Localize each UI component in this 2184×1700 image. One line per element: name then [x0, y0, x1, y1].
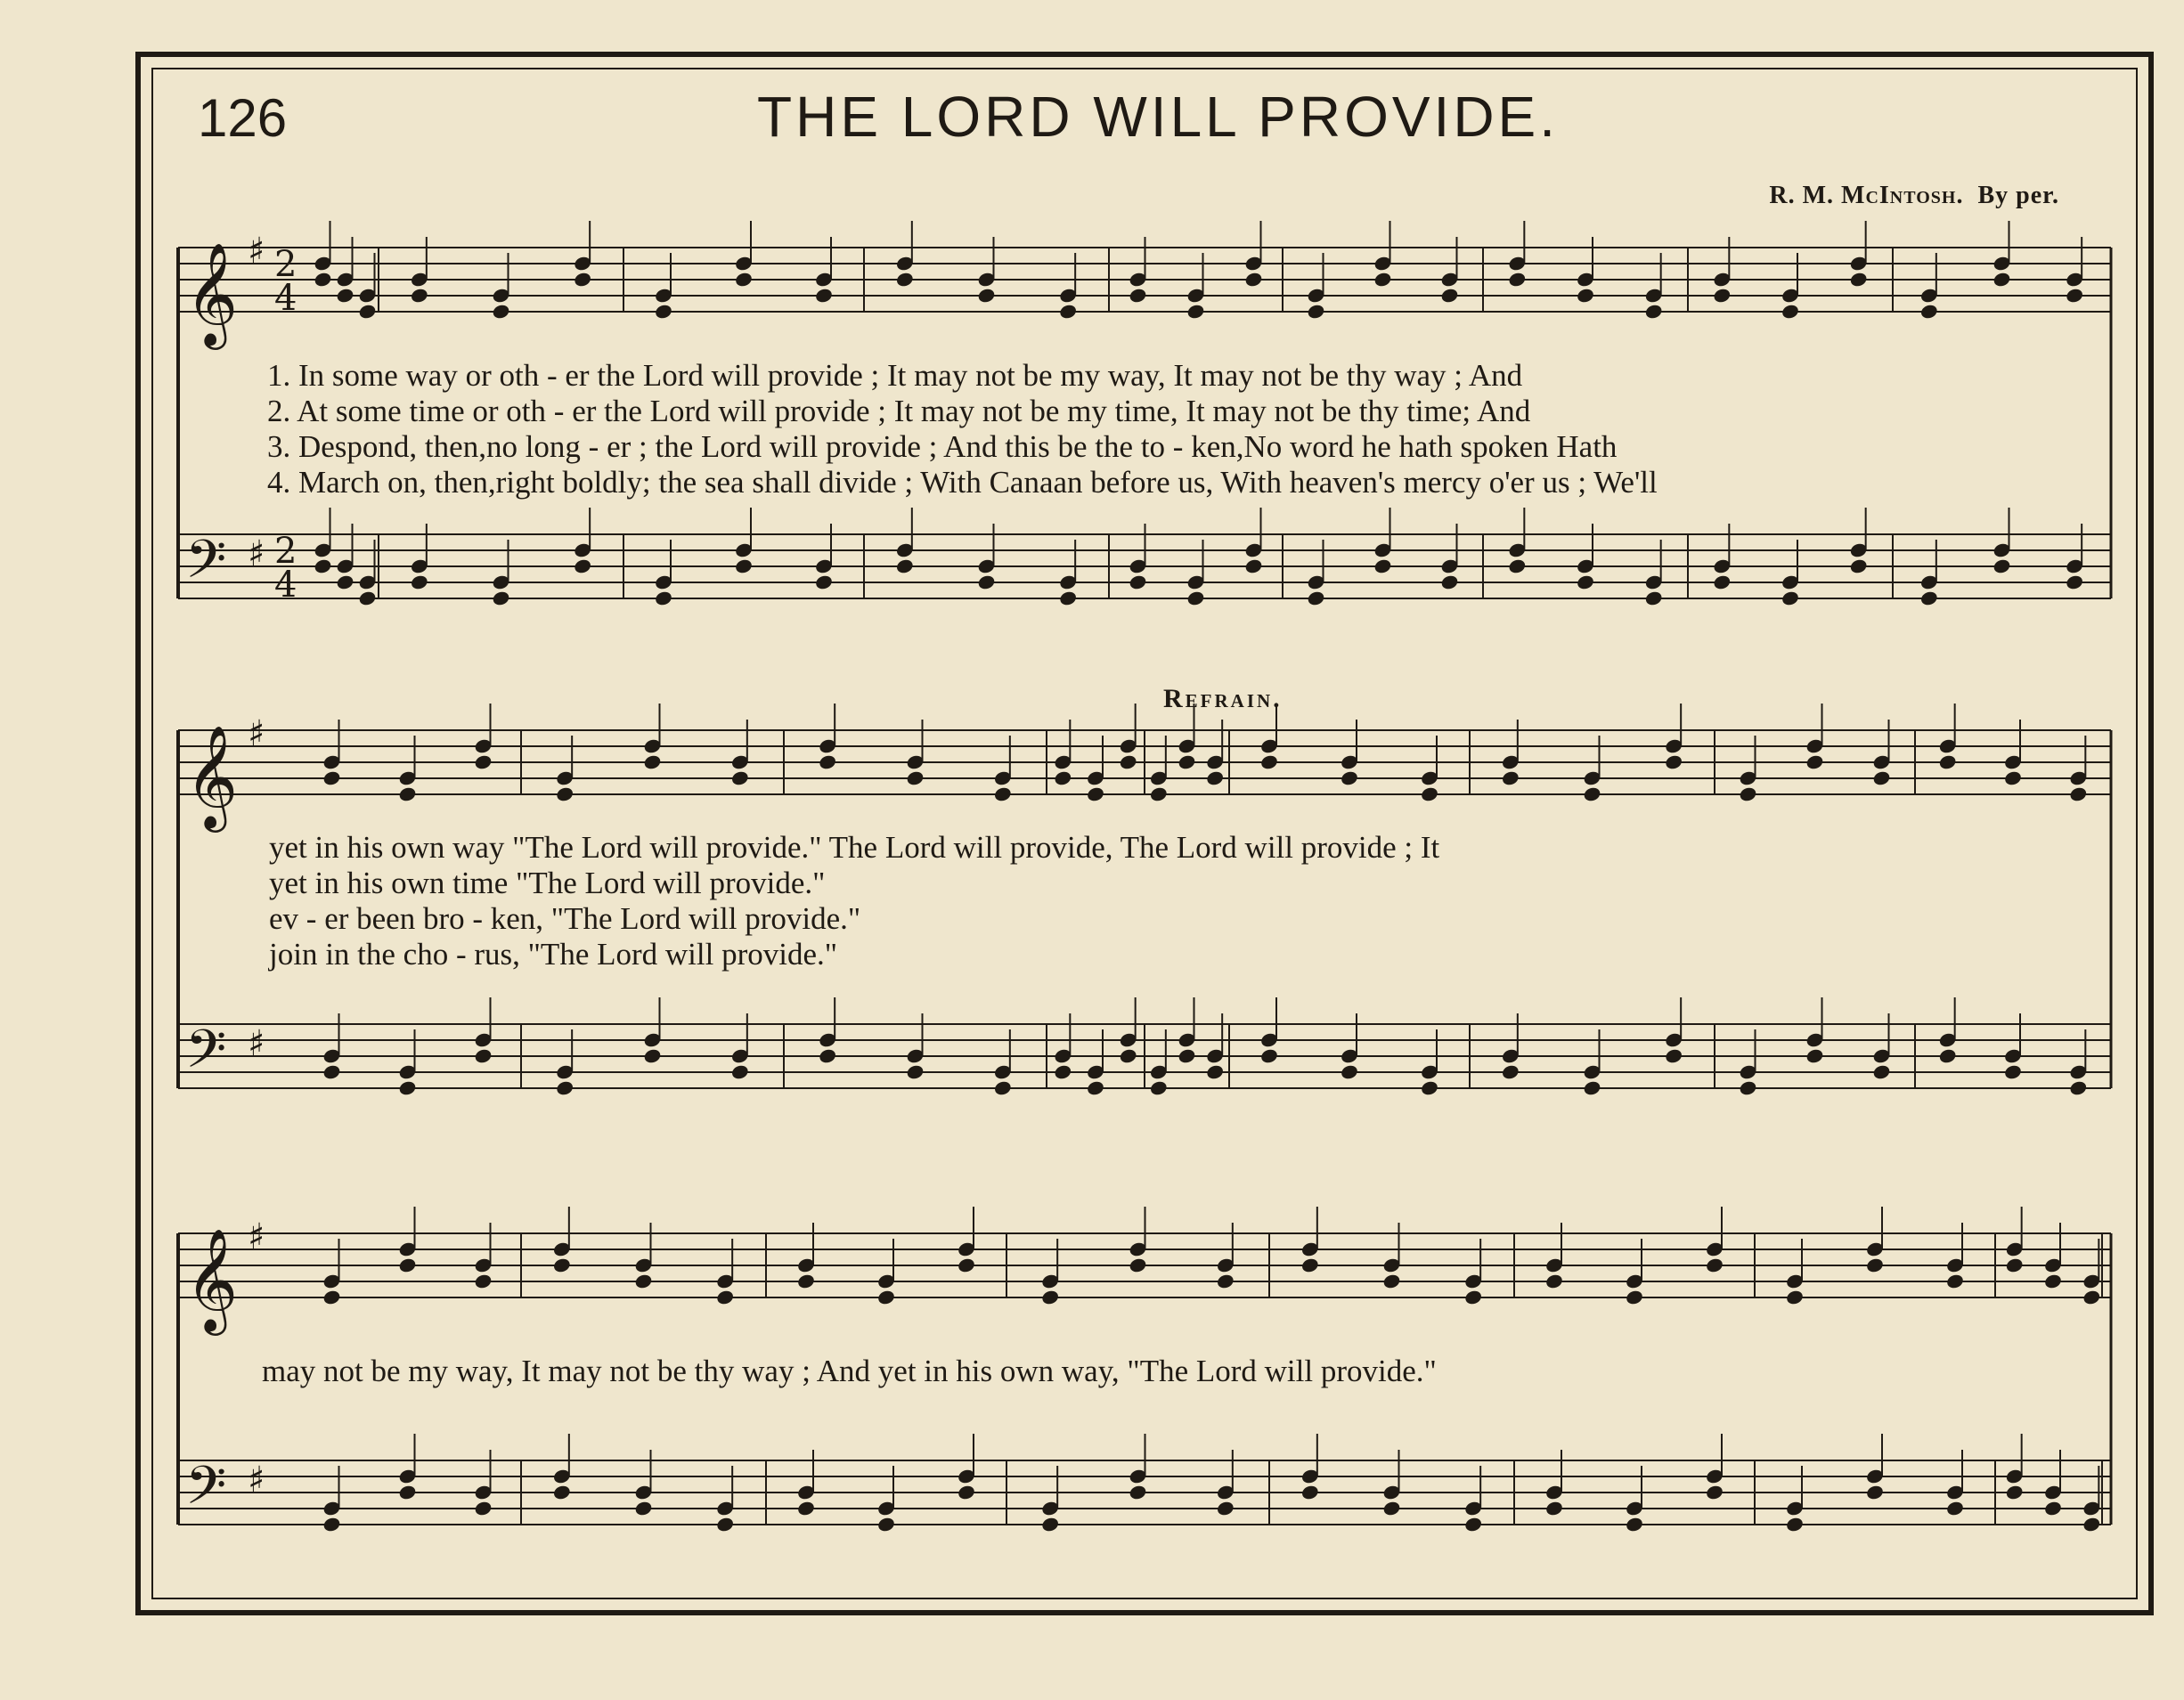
note-head: [2043, 1273, 2063, 1289]
lyric-s2-verse-2: yet in his own time "The Lord will provide.": [269, 866, 826, 900]
note-head: [993, 785, 1013, 802]
note-head: [474, 1047, 493, 1064]
note-head: [398, 1257, 418, 1273]
composer-name: R. M. McIntosh.: [1769, 182, 1964, 209]
bass-clef-icon: 𝄢: [185, 1454, 227, 1529]
note-head: [1205, 1063, 1225, 1080]
note-head: [734, 557, 754, 574]
note-head: [322, 1289, 342, 1306]
note-head: [1129, 287, 1148, 304]
sharp-icon: ♯: [248, 1023, 265, 1064]
note-head: [573, 557, 592, 574]
note-head: [552, 1257, 572, 1273]
note-head: [1053, 769, 1072, 786]
note-head: [474, 753, 493, 770]
sharp-icon: ♯: [248, 231, 265, 272]
note-head: [1440, 573, 1460, 590]
note-head: [1149, 1079, 1169, 1096]
note-head: [876, 1289, 896, 1306]
note-head: [1507, 271, 1527, 288]
treble-clef-icon: 𝄞: [185, 724, 239, 828]
note-head: [1178, 753, 1197, 770]
note-head: [977, 573, 997, 590]
note-head: [1865, 1484, 1885, 1501]
note-head: [1576, 573, 1595, 590]
note-head: [814, 287, 834, 304]
note-head: [492, 590, 511, 606]
note-head: [895, 557, 915, 574]
note-head: [2082, 1289, 2101, 1306]
note-head: [474, 1273, 493, 1289]
note-head: [1664, 1047, 1683, 1064]
note-head: [1129, 1257, 1148, 1273]
note-head: [1872, 769, 1892, 786]
note-head: [336, 573, 355, 590]
note-head: [2068, 1079, 2088, 1096]
note-head: [634, 1500, 654, 1517]
note-head: [1501, 769, 1520, 786]
note-head: [734, 271, 754, 288]
note-head: [1119, 753, 1138, 770]
note-head: [1382, 1500, 1402, 1517]
note-head: [1805, 753, 1825, 770]
note-head: [398, 1484, 418, 1501]
note-head: [552, 1484, 572, 1501]
note-head: [1040, 1516, 1060, 1533]
note-head: [1178, 1047, 1197, 1064]
lyric-s2-verse-4: join in the cho - rus, "The Lord will provide.": [269, 937, 838, 972]
lyric-verse-1: 1. In some way or oth - er the Lord will provide ; It may not be my way, It may not be thy way ; And: [267, 358, 1523, 393]
note-head: [2082, 1516, 2101, 1533]
note-head: [1501, 1063, 1520, 1080]
note-head: [730, 769, 750, 786]
note-head: [1544, 1273, 1564, 1289]
note-head: [2068, 785, 2088, 802]
note-head: [1244, 271, 1264, 288]
note-head: [555, 785, 575, 802]
sharp-icon: ♯: [248, 1460, 265, 1501]
note-head: [1583, 785, 1602, 802]
lyric-verse-3: 3. Despond, then,no long - er ; the Lord will provide ; And this be the to - ken,No word he hath spoken Hath: [267, 429, 1618, 464]
note-head: [643, 1047, 663, 1064]
note-head: [1129, 573, 1148, 590]
note-head: [410, 573, 429, 590]
note-head: [654, 303, 673, 320]
note-head: [1739, 1079, 1758, 1096]
note-head: [1938, 1047, 1958, 1064]
note-head: [1149, 785, 1169, 802]
note-head: [1992, 271, 2012, 288]
lyric-s2-verse-1: yet in his own way "The Lord will provide." The Lord will provide, The Lord will provide ; It: [269, 830, 1440, 865]
note-head: [715, 1516, 735, 1533]
hymn-title: THE LORD WILL PROVIDE.: [757, 85, 1559, 149]
note-head: [730, 1063, 750, 1080]
note-head: [957, 1484, 976, 1501]
note-head: [1040, 1289, 1060, 1306]
note-head: [1186, 590, 1206, 606]
note-head: [2065, 573, 2084, 590]
note-head: [2003, 1063, 2023, 1080]
note-head: [1058, 303, 1078, 320]
note-head: [314, 557, 333, 574]
note-head: [1919, 590, 1939, 606]
note-head: [1053, 1063, 1072, 1080]
note-head: [1259, 1047, 1279, 1064]
note-head: [1340, 1063, 1359, 1080]
note-head: [643, 753, 663, 770]
bass-clef-icon: 𝄢: [185, 528, 227, 603]
note-head: [573, 271, 592, 288]
note-head: [818, 1047, 837, 1064]
note-head: [2005, 1257, 2025, 1273]
time-sig-bottom: 4: [274, 565, 297, 606]
note-head: [336, 287, 355, 304]
note-head: [1086, 1079, 1105, 1096]
note-head: [1945, 1273, 1965, 1289]
note-head: [1785, 1289, 1805, 1306]
note-head: [1058, 590, 1078, 606]
note-head: [1300, 1257, 1320, 1273]
note-head: [1576, 287, 1595, 304]
note-head: [2005, 1484, 2025, 1501]
note-head: [398, 785, 418, 802]
note-head: [818, 753, 837, 770]
note-head: [2065, 287, 2084, 304]
note-head: [474, 1500, 493, 1517]
note-head: [1644, 303, 1664, 320]
note-head: [1805, 1047, 1825, 1064]
note-head: [1307, 303, 1326, 320]
note-head: [993, 1079, 1013, 1096]
note-head: [654, 590, 673, 606]
note-head: [1463, 1289, 1483, 1306]
note-head: [398, 1079, 418, 1096]
note-head: [410, 287, 429, 304]
permission-note: By per.: [1977, 182, 2059, 209]
note-head: [322, 1063, 342, 1080]
note-head: [1086, 785, 1105, 802]
lyric-s2-verse-3: ev - er been bro - ken, "The Lord will provide.": [269, 901, 861, 936]
note-head: [1705, 1257, 1724, 1273]
note-head: [977, 287, 997, 304]
note-head: [1373, 271, 1393, 288]
lyric-verse-2: 2. At some time or oth - er the Lord will provide ; It may not be my time, It may not be thy time; And: [267, 394, 1531, 428]
note-head: [314, 271, 333, 288]
note-head: [1216, 1273, 1235, 1289]
note-head: [1739, 785, 1758, 802]
note-head: [715, 1289, 735, 1306]
note-head: [1119, 1047, 1138, 1064]
note-head: [1373, 557, 1393, 574]
time-sig-bottom: 4: [274, 278, 297, 319]
note-head: [1340, 769, 1359, 786]
note-head: [1919, 303, 1939, 320]
note-head: [2003, 769, 2023, 786]
note-head: [1865, 1257, 1885, 1273]
note-head: [1463, 1516, 1483, 1533]
note-head: [322, 1516, 342, 1533]
note-head: [1307, 590, 1326, 606]
lyric-verse-4: 4. March on, then,right boldly; the sea shall divide ; With Canaan before us, With heaven's mercy o'er us ; We'll: [267, 465, 1658, 500]
note-head: [1781, 303, 1800, 320]
sharp-icon: ♯: [248, 533, 265, 574]
note-head: [796, 1500, 816, 1517]
page-number: 126: [198, 88, 288, 148]
note-head: [906, 1063, 925, 1080]
note-head: [1945, 1500, 1965, 1517]
note-head: [1785, 1516, 1805, 1533]
note-head: [1938, 753, 1958, 770]
note-head: [1300, 1484, 1320, 1501]
note-head: [1705, 1484, 1724, 1501]
note-head: [1244, 557, 1264, 574]
note-head: [895, 271, 915, 288]
note-head: [1849, 557, 1869, 574]
note-head: [1781, 590, 1800, 606]
note-head: [1205, 769, 1225, 786]
note-head: [492, 303, 511, 320]
note-head: [555, 1079, 575, 1096]
note-head: [358, 590, 378, 606]
note-head: [1544, 1500, 1564, 1517]
note-head: [1216, 1500, 1235, 1517]
note-head: [796, 1273, 816, 1289]
note-head: [1420, 1079, 1439, 1096]
note-head: [906, 769, 925, 786]
note-head: [2043, 1500, 2063, 1517]
note-head: [1644, 590, 1664, 606]
note-head: [1507, 557, 1527, 574]
note-head: [322, 769, 342, 786]
note-head: [1583, 1079, 1602, 1096]
note-head: [1625, 1289, 1644, 1306]
sharp-icon: ♯: [248, 713, 265, 754]
note-head: [1849, 271, 1869, 288]
lyric-s3: may not be my way, It may not be thy way ; And yet in his own way, "The Lord will provide.": [262, 1354, 1437, 1388]
bass-clef-icon: 𝄢: [185, 1018, 227, 1093]
time-sig-top: 2: [274, 244, 297, 285]
note-head: [1420, 785, 1439, 802]
note-head: [1625, 1516, 1644, 1533]
note-head: [1186, 303, 1206, 320]
note-head: [1382, 1273, 1402, 1289]
treble-clef-icon: 𝄞: [185, 1227, 239, 1331]
note-head: [876, 1516, 896, 1533]
note-head: [814, 573, 834, 590]
refrain-label: Refrain.: [1163, 684, 1283, 713]
note-head: [1440, 287, 1460, 304]
note-head: [1664, 753, 1683, 770]
note-head: [634, 1273, 654, 1289]
note-head: [1712, 573, 1732, 590]
note-head: [1259, 753, 1279, 770]
note-head: [1992, 557, 2012, 574]
treble-clef-icon: 𝄞: [185, 241, 239, 346]
time-sig-top: 2: [274, 531, 297, 572]
note-head: [1129, 1484, 1148, 1501]
note-head: [957, 1257, 976, 1273]
note-head: [1712, 287, 1732, 304]
note-head: [1872, 1063, 1892, 1080]
sharp-icon: ♯: [248, 1216, 265, 1257]
note-head: [358, 303, 378, 320]
